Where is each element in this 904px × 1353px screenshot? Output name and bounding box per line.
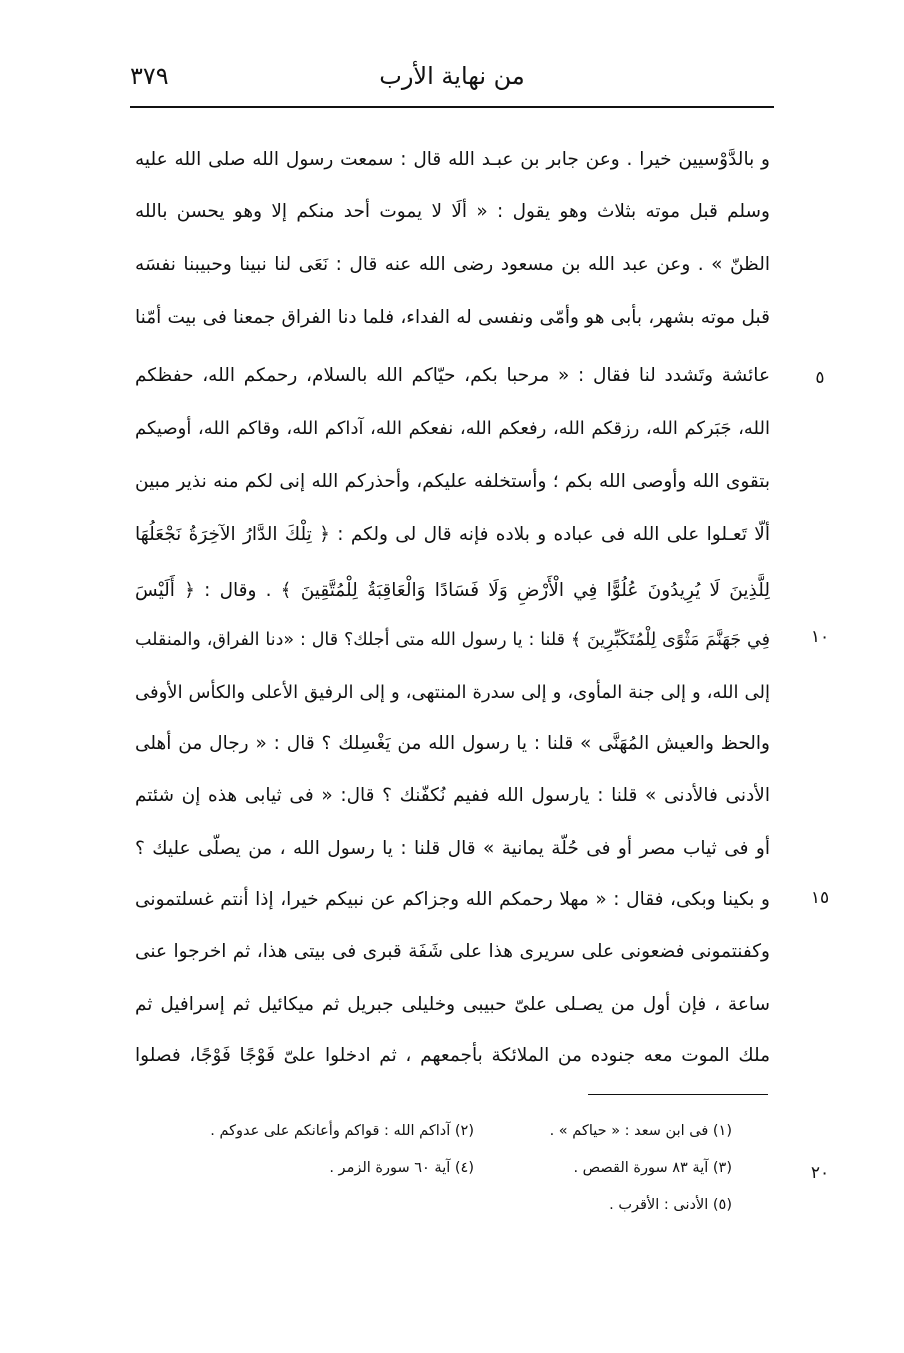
footnote-5: (٥) الأدنى : الأقرب . bbox=[609, 1197, 732, 1213]
body-line: الله، جَبَركم الله، رزقكم الله، رفعكم الله، نفعكم الله، آداكم الله، وقاكم الله، أوصيكم bbox=[135, 418, 770, 439]
footnote-1: (١) فى ابن سعد : « حياكم » . bbox=[549, 1123, 732, 1139]
running-title: من نهاية الأرب bbox=[379, 62, 525, 90]
page-number: ٣٧٩ bbox=[130, 62, 169, 90]
body-line: والحظ والعيش المُهَنَّى » قلنا : يا رسول الله من يَغْسِلك ؟ قال : « رجال من أهلى bbox=[135, 733, 770, 754]
body-line: بتقوى الله وأوصى الله بكم ؛ وأستخلفه عليكم، وأحذركم الله إنى لكم منه نذير مبين bbox=[135, 471, 770, 492]
body-line: فِي جَهَنَّمَ مَثْوًى لِلْمُتَكَبِّرِينَ ﴾ قلنا : يا رسول الله متى أجلك؟ قال : «دنا الفراق، والمنقلب bbox=[135, 630, 770, 650]
line-number-marker: ١٥ bbox=[810, 888, 830, 908]
line-number-marker: ٢٠ bbox=[810, 1163, 830, 1183]
body-line: ألّا تَعـلوا على الله فى عباده و بلاده فإنه قال لى ولكم : ﴿ تِلْكَ الدَّارُ الآخِرَةُ نَجْعَلُهَا bbox=[135, 524, 770, 545]
header-rule bbox=[130, 106, 774, 108]
body-line: أو فى ثياب مصر أو فى حُلّة يمانية » قال قلنا : يا رسول الله ، من يصلّى عليك ؟ bbox=[135, 838, 770, 859]
body-line: وسلم قبل موته بثلاث وهو يقول : « ألَا لا يموت أحد منكم إلا وهو يحسن بالله bbox=[135, 201, 770, 222]
line-number-marker: ١٠ bbox=[810, 627, 830, 647]
body-line: الأدنى فالأدنى » قلنا : يارسول الله ففيم نُكفّنك ؟ قال: « فى ثيابى هذه إن شئتم bbox=[135, 785, 770, 806]
body-line: و بكينا وبكى، فقال : « مهلا رحمكم الله وجزاكم عن نبيكم خيرا، إذا أنتم غسلتمونى bbox=[135, 889, 770, 910]
body-line: ملك الموت معه جنوده من الملائكة بأجمعهم ، ثم ادخلوا علىّ فَوْجًا فَوْجًا، فصلوا bbox=[135, 1045, 770, 1066]
body-line: قبل موته بشهر، بأبى هو وأمّى ونفسى له الفداء، فلما دنا الفراق جمعنا فى بيت أمّنا bbox=[135, 307, 770, 328]
body-line: عائشة وتَشدد لنا فقال : « مرحبا بكم، حيّاكم الله بالسلام، رحمكم الله، حفظكم bbox=[135, 365, 770, 386]
footnote-3: (٣) آية ٨٣ سورة القصص . bbox=[573, 1160, 732, 1176]
footnote-rule bbox=[588, 1094, 768, 1095]
body-line: لِلَّذِينَ لَا يُرِيدُونَ عُلُوًّا فِي الْأَرْضِ وَلَا فَسَادًا وَالْعَاقِبَةُ لِلْمُتَّقِينَ ﴾ . وقال : ﴿ أَلَيْسَ bbox=[135, 580, 770, 601]
footnote-4: (٤) آية ٦٠ سورة الزمر . bbox=[329, 1160, 474, 1176]
page-header bbox=[130, 58, 774, 106]
body-line: الظنّ » . وعن عبد الله بن مسعود رضى الله عنه قال : نَعَى لنا نبينا وحبيبنا نفسَه bbox=[135, 254, 770, 275]
footnote-2: (٢) آداكم الله : قواكم وأعانكم على عدوكم . bbox=[210, 1123, 474, 1139]
line-number-marker: ٥ bbox=[815, 368, 825, 388]
body-line: و بالدَّوْسيين خيرا . وعن جابر بن عبـد الله قال : سمعت رسول الله صلى الله عليه bbox=[135, 149, 770, 170]
body-line: إلى الله، و إلى جنة المأوى، و إلى سدرة المنتهى، و إلى الرفيق الأعلى والكأس الأوفى bbox=[135, 682, 770, 703]
body-line: ساعة ، فإن أول من يصـلى علىّ حبيبى وخليلى جبريل ثم ميكائيل ثم إسرافيل ثم bbox=[135, 994, 770, 1015]
body-line: وكفنتمونى فضعونى على سريرى هذا على شَفَة قبرى فى بيتى هذا، ثم اخرجوا عنى bbox=[135, 941, 770, 962]
